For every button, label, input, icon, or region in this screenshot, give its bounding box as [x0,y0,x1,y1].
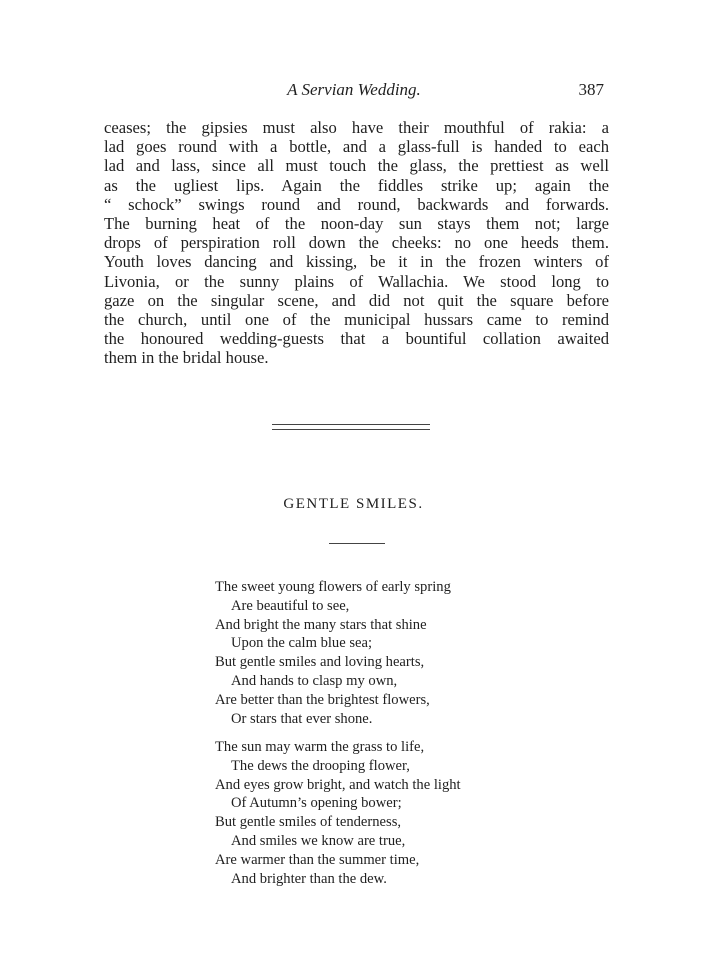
prose-paragraph [104,118,609,367]
prose-line: gaze on the singular scene, and did not quit the square before [104,290,609,310]
verse-line: But gentle smiles and loving hearts, [215,654,425,671]
verse-line: Or stars that ever shone. [231,710,373,727]
verse-line: And hands to clasp my own, [231,672,398,689]
prose-line: as the ugliest lips. Again the fiddles strike up; again the [104,175,609,195]
prose-line: drops of perspiration roll down the cheeks: no one heeds them. [104,233,609,253]
verse-line: And smiles we know are true, [231,832,406,849]
running-title: A Servian Wedding. [287,80,421,99]
running-head [104,80,604,104]
section-divider [272,424,430,430]
poem-title: GENTLE SMILES. [283,496,424,512]
title-rule [329,543,385,544]
verse-line: Are better than the brightest flowers, [215,691,430,708]
prose-line: Livonia, or the sunny plains of Wallachia. We stood long to [104,271,609,291]
prose-line: lad and lass, since all must touch the glass, the prettiest as well [104,156,609,176]
page-number: 387 [578,80,604,99]
prose-line: “ schock” swings round and round, backwards and forwards. [104,194,609,214]
verse-line: Are beautiful to see, [231,597,350,614]
prose-line: the church, until one of the municipal hussars came to remind [104,309,609,329]
prose-line: the honoured wedding-guests that a bountiful collation awaited [104,329,609,349]
verse-line: Of Autumn’s opening bower; [231,795,402,812]
verse-line: The dews the drooping flower, [231,757,410,774]
verse-line: Are warmer than the summer time, [215,851,420,868]
verse-line: And eyes grow bright, and watch the light [215,776,461,793]
verse-line: And bright the many stars that shine [215,616,427,633]
prose-line: them in the bridal house. [104,348,269,368]
verse-line: The sweet young flowers of early spring [215,579,451,595]
verse-line: And brighter than the dew. [231,870,387,887]
poem-stanza-2 [215,738,535,888]
verse-line: But gentle smiles of tenderness, [215,814,402,831]
poem-stanza-1 [215,578,535,728]
prose-line: ceases; the gipsies must also have their mouthful of rakia: a [104,118,609,137]
prose-line: lad goes round with a bottle, and a glass-full is handed to each [104,137,609,157]
verse-line: The sun may warm the grass to life, [215,739,425,755]
verse-line: Upon the calm blue sea; [231,635,373,652]
prose-line: The burning heat of the noon-day sun stays them not; large [104,213,609,233]
prose-line: Youth loves dancing and kissing, be it in the frozen winters of [104,252,609,272]
